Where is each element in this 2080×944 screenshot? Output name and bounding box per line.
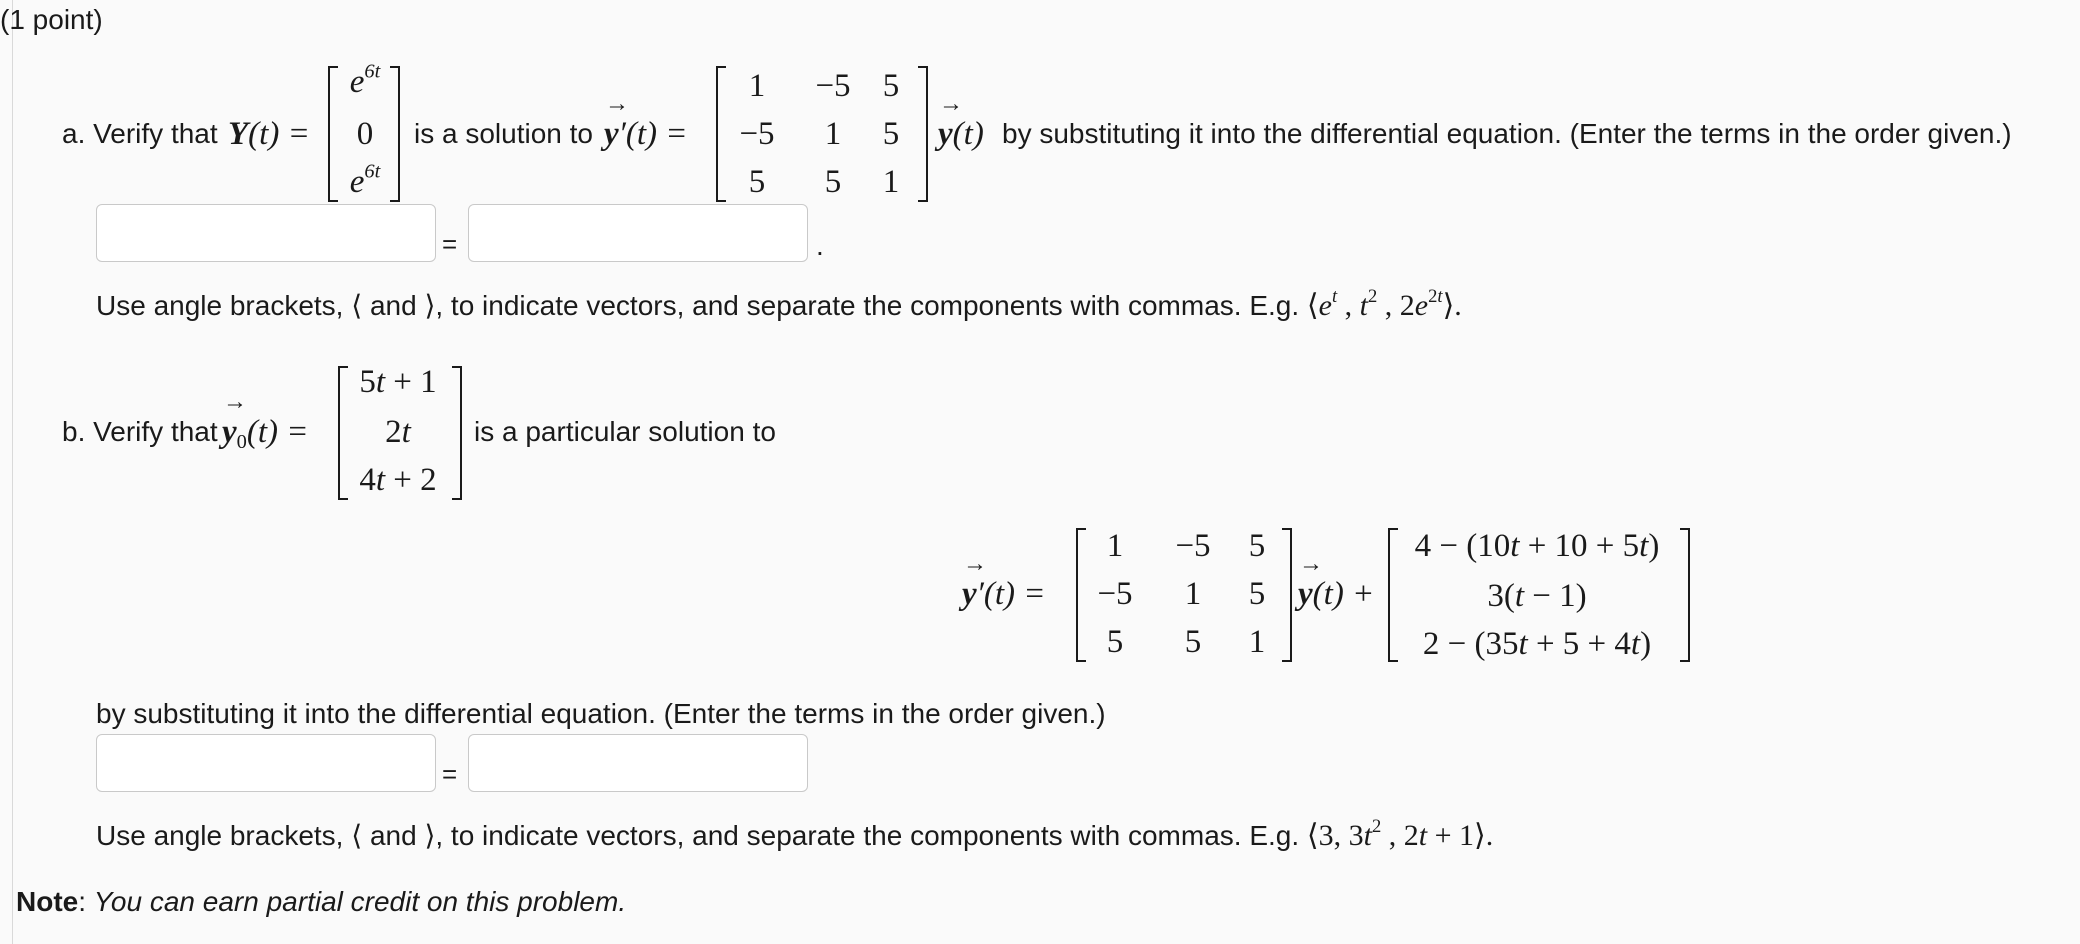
matrix-b-r3c2: 5 (1184, 624, 1202, 660)
y0-entry-2: 2t (385, 414, 411, 450)
note-label: Note (16, 886, 79, 917)
part-b-middle-text: is a particular solution to (474, 416, 776, 447)
left-border (12, 0, 13, 944)
matrix-b-r3c3: 1 (1248, 624, 1266, 660)
matrix-b-r3c1: 5 (1106, 624, 1124, 660)
part-b-prefix: b. Verify that (62, 416, 218, 447)
part-b-instruction: by substituting it into the differential equation. (Enter the terms in the order given.) (96, 698, 1106, 729)
matrix-a-r1c3: 5 (882, 68, 900, 104)
Y-entry-3: $e^{6t}$ (349, 160, 381, 200)
matrix-b-r1c3: 5 (1248, 528, 1266, 564)
matrix-b-r1c1: 1 (1106, 528, 1124, 564)
matrix-a-r3c2: 5 (824, 164, 842, 200)
part-a-equals-sign: = (442, 229, 458, 259)
matrix-a-r2c2: 1 (824, 116, 842, 152)
part-a-hint: Use angle brackets, ⟨ and ⟩, to indicate vectors, and separate the components with commas. E.g. $⟨e^t$ , $t^2$ , $2e^{2t}⟩$. (96, 285, 1462, 322)
matrix-a-r2c1: −5 (739, 116, 775, 152)
forcing-entry-2: 3(t − 1) (1487, 578, 1587, 614)
forcing-entry-3: 2 − (35t + 5 + 4t) (1422, 626, 1652, 662)
points-label: (1 point) (0, 4, 103, 35)
part-b-rhs-answer-input[interactable] (468, 734, 808, 792)
part-b-hint: Use angle brackets, ⟨ and ⟩, to indicate vectors, and separate the components with commas. E.g. ⟨3, $3t^2$ , 2t + 1⟩. (96, 815, 1494, 852)
part-a-prefix: a. Verify that (62, 118, 218, 149)
y0-entry-3: 4t + 2 (359, 462, 437, 498)
matrix-a-r2c3: 5 (882, 116, 900, 152)
part-a-yprime-lhs: → y′(t) = (604, 114, 688, 154)
matrix-a-r3c1: 5 (748, 164, 766, 200)
part-b-y-rhs: → y(t) + (1298, 574, 1374, 614)
matrix-a-r1c2: −5 (815, 68, 851, 104)
part-a-y-rhs: → y(t) (938, 114, 984, 154)
matrix-b-r1c2: −5 (1175, 528, 1211, 564)
forcing-entry-1: 4 − (10t + 10 + 5t) (1414, 528, 1660, 564)
part-a-rhs-answer-input[interactable] (468, 204, 808, 262)
note: Note: You can earn partial credit on this problem. (16, 886, 627, 917)
part-a-suffix-text: by substituting it into the differential equation. (Enter the terms in the order given.) (1002, 118, 2012, 149)
part-b-lhs-answer-input[interactable] (96, 734, 436, 792)
y0-entry-1: 5t + 1 (359, 364, 437, 400)
part-a-Y-lhs: Y(t) = (228, 116, 310, 152)
matrix-b-r2c2: 1 (1184, 576, 1202, 612)
part-a-lhs-answer-input[interactable] (96, 204, 436, 262)
matrix-a-r1c1: 1 (748, 68, 766, 104)
matrix-b-r2c3: 5 (1248, 576, 1266, 612)
part-b-yprime-lhs: → y′(t) = (962, 574, 1046, 614)
Y-entry-1: $e^{6t}$ (349, 60, 381, 100)
matrix-a-r3c3: 1 (882, 164, 900, 200)
note-text: You can earn partial credit on this problem. (93, 886, 627, 917)
part-b-equals-sign: = (442, 759, 458, 789)
matrix-b-r2c1: −5 (1097, 576, 1133, 612)
part-b-y0-lhs: → $y_0(t)$ = (222, 412, 309, 452)
Y-entry-2: 0 (356, 116, 374, 152)
part-a-period: . (816, 230, 824, 261)
part-a-middle-text: is a solution to (414, 118, 593, 149)
